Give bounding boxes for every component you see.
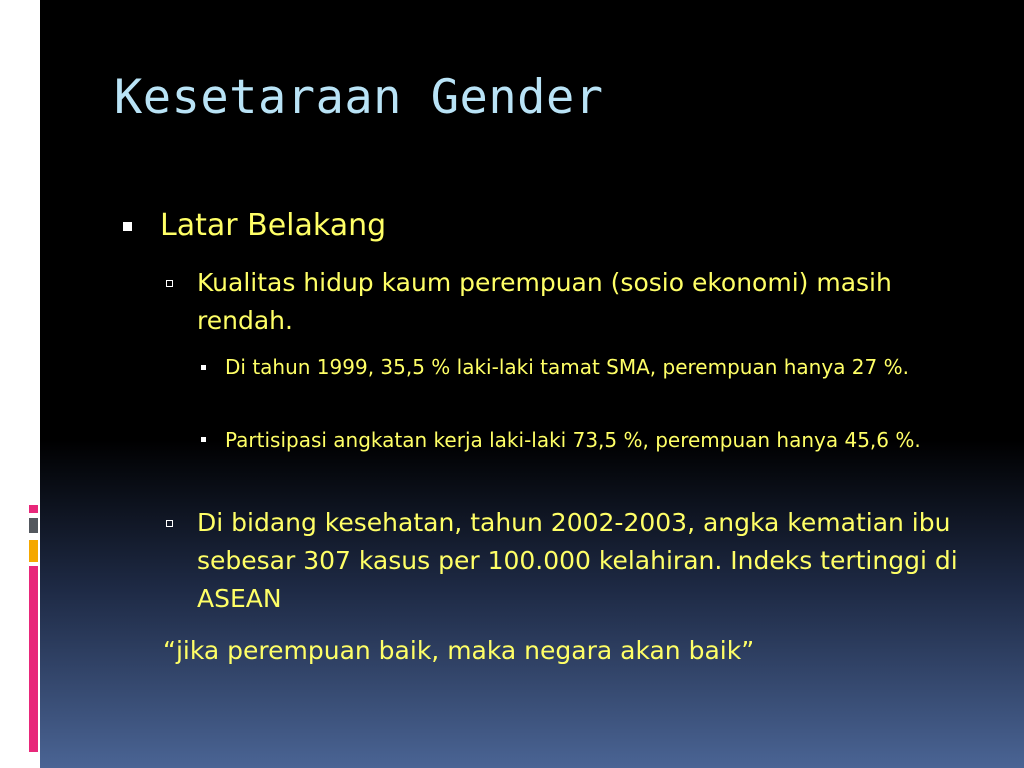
slide-title: Kesetaraan Gender [114, 70, 604, 125]
hollow-square-bullet-icon [166, 520, 173, 527]
closing-quote: “jika perempuan baik, maka negara akan baik” [163, 636, 755, 665]
bullet-latar-belakang: Latar Belakang [160, 208, 387, 243]
square-bullet-icon [123, 222, 132, 231]
point-angkatan-kerja: Partisipasi angkatan kerja laki-laki 73,5 %, perempuan hanya 45,6 %. [225, 428, 921, 452]
hollow-square-bullet-icon [166, 280, 173, 287]
sub-bullet-kualitas-hidup: Kualitas hidup kaum perempuan (sosio ekonomi) masih rendah. [197, 268, 892, 335]
point-tamat-sma: Di tahun 1999, 35,5 % laki-laki tamat SMA, perempuan hanya 27 %. [225, 355, 909, 379]
sub-bullet-kesehatan: Di bidang kesehatan, tahun 2002-2003, angka kematian ibu sebesar 307 kasus per 100.000 kelahiran. Indeks tertinggi di ASEAN [197, 508, 958, 613]
small-square-bullet-icon [201, 365, 206, 370]
small-square-bullet-icon [201, 437, 206, 442]
